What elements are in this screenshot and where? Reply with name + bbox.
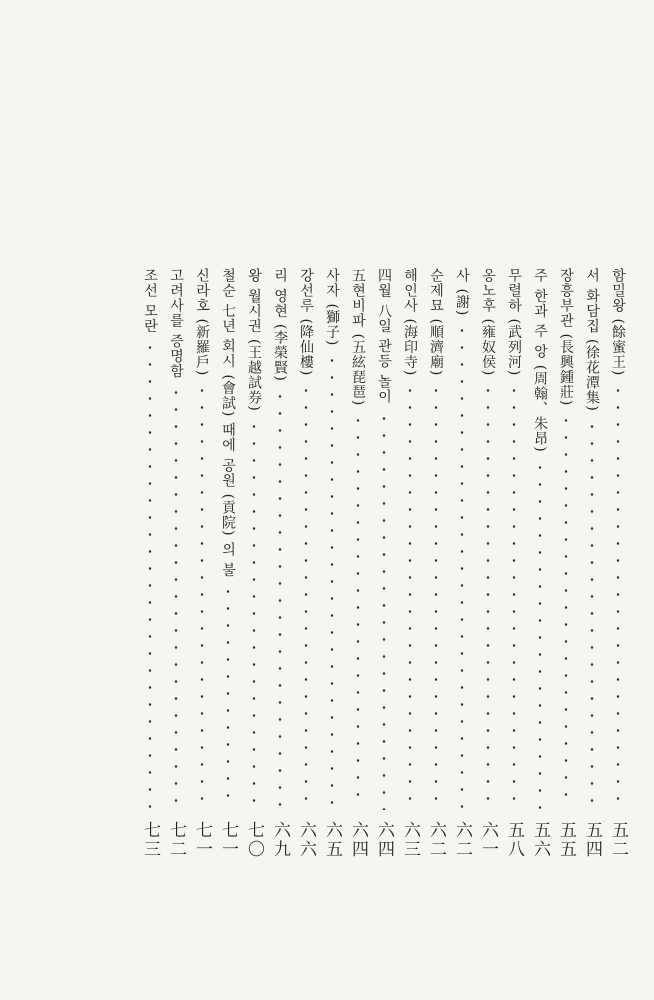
toc-entry <box>582 268 602 864</box>
dot-leader <box>564 412 568 810</box>
toc-page-number: 七一 <box>192 821 212 859</box>
toc-entry-title: 함밀왕 (餘蜜王) <box>610 268 626 377</box>
toc-entry <box>608 268 628 864</box>
toc-page-number: 六五 <box>322 821 342 859</box>
dot-leader <box>174 384 178 810</box>
toc-page-number: 七三 <box>140 821 160 859</box>
toc-page-number: 六四 <box>348 821 368 859</box>
toc-page-number: 六四 <box>374 821 394 859</box>
toc-page-number: 五四 <box>582 821 602 859</box>
toc-page-number: 七二 <box>166 821 186 859</box>
dot-leader <box>382 410 386 810</box>
toc-page-number: 七一 <box>218 821 238 859</box>
toc-entry <box>296 268 316 864</box>
dot-leader <box>460 322 464 810</box>
toc-page-number: 六二 <box>452 821 472 859</box>
toc-entry <box>452 268 472 864</box>
toc-entry-title: 조선 모란 <box>142 268 158 334</box>
toc-entry <box>530 268 550 864</box>
toc-page-number: 五五 <box>556 821 576 859</box>
toc-entry <box>348 268 368 864</box>
toc-entry-title: 순제묘 (順濟廟) <box>428 268 444 377</box>
dot-leader <box>512 382 516 810</box>
toc-entry <box>478 268 498 864</box>
toc-page-number: 六一 <box>478 821 498 859</box>
toc-entry-title: 주 한과 주 앙 (周翰、朱昂) <box>532 268 548 453</box>
toc-entry <box>244 268 264 864</box>
dot-leader <box>356 412 360 810</box>
toc-page-number: 五八 <box>504 821 524 859</box>
toc-entry-title: 五현비파 (五絃琵琶) <box>350 268 366 407</box>
toc-entry-title: 옹노후 (雍奴侯) <box>480 268 496 377</box>
toc-page-number: 六二 <box>426 821 446 859</box>
dot-leader <box>200 382 204 810</box>
toc-page-number: 五六 <box>530 821 550 859</box>
toc-entry-title: 고려사를 증명함 <box>168 268 184 379</box>
toc-page-number: 五二 <box>608 821 628 859</box>
toc-page-number: 七〇 <box>244 821 264 859</box>
toc-entry-title: 신라호 (新羅戶) <box>194 268 210 377</box>
toc-entry-title: 철순 七년 회시 (會試) 때에 공원 (貢院) 의 불 <box>220 268 236 578</box>
toc-page-number: 六六 <box>296 821 316 859</box>
toc-entry-title: 강선루 (降仙樓) <box>298 268 314 377</box>
dot-leader <box>226 583 230 810</box>
toc-entry <box>218 268 238 864</box>
toc-entry <box>426 268 446 864</box>
dot-leader <box>486 382 490 810</box>
toc-entry-title: 리 영현 (李榮賢) <box>272 268 288 382</box>
toc-entry-title: 무렬하 (武列河) <box>506 268 522 377</box>
dot-leader <box>538 459 542 810</box>
dot-leader <box>408 382 412 810</box>
dot-leader <box>278 388 282 810</box>
toc-entry-title: 사 (謝) <box>454 268 470 317</box>
toc-entry-title: 서 화담집 (徐花潭集) <box>584 268 600 412</box>
dot-leader <box>252 418 256 810</box>
toc-entry-title: 해인사 (海印寺) <box>402 268 418 377</box>
dot-leader <box>616 382 620 810</box>
toc-entry-title: 사자 (獅子) <box>324 268 340 347</box>
toc-entry <box>270 268 290 864</box>
toc-page-number: 六三 <box>400 821 420 859</box>
toc-entry <box>556 268 576 864</box>
dot-leader <box>330 352 334 810</box>
toc-entry <box>374 268 394 864</box>
dot-leader <box>434 382 438 810</box>
dot-leader <box>148 339 152 810</box>
toc-entry <box>322 268 342 864</box>
toc-entry <box>504 268 524 864</box>
dot-leader <box>590 418 594 810</box>
toc-entry-title: 四월 八일 관등 놀이 <box>376 268 392 405</box>
dot-leader <box>304 382 308 810</box>
toc-entry-title: 왕 월시권 (王越試券) <box>246 268 262 412</box>
toc-page-number: 六九 <box>270 821 290 859</box>
toc-entry <box>166 268 186 864</box>
table-of-contents <box>140 268 628 864</box>
toc-entry <box>192 268 212 864</box>
toc-entry-title: 장흥부관 (長興鍾莊) <box>558 268 574 407</box>
toc-entry <box>140 268 160 864</box>
toc-entry <box>400 268 420 864</box>
